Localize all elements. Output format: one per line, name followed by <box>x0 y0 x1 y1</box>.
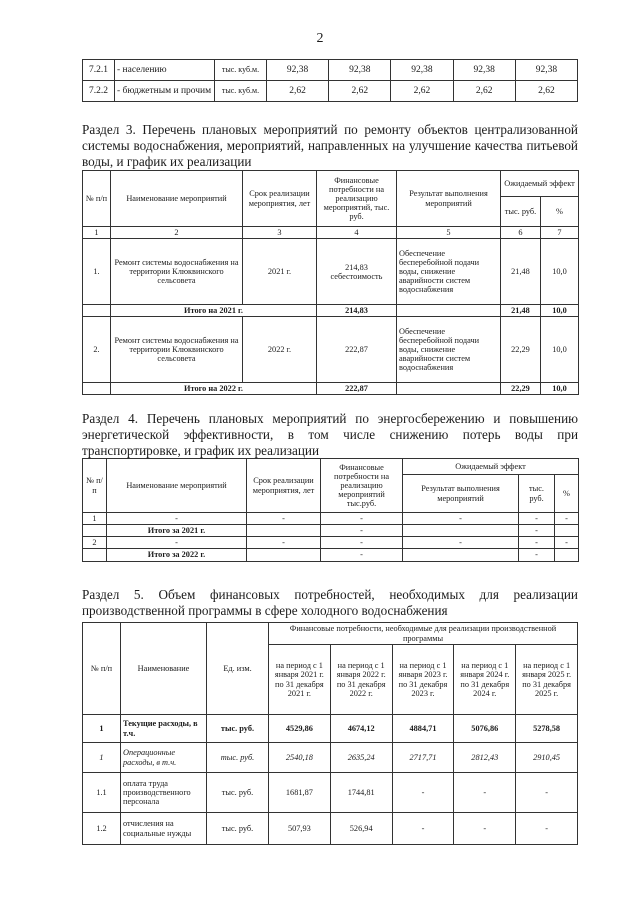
value-cell: 507,93 <box>269 813 331 845</box>
row-name: Ремонт системы водоснабжения на территории Клюквинского сельсовета <box>111 317 243 383</box>
row-cell: - <box>247 513 321 525</box>
col-number: 3 <box>243 227 317 239</box>
row-cell: - <box>519 537 555 549</box>
value-cell: 5278,58 <box>516 715 578 743</box>
value-cell: 92,38 <box>391 60 453 81</box>
row-num: 1.1 <box>83 773 121 813</box>
total-label: Итого за 2022 г. <box>107 549 247 561</box>
value-cell: 4674,12 <box>330 715 392 743</box>
row-cell: - <box>321 513 403 525</box>
col-header-name: Наименование мероприятий <box>107 459 247 513</box>
total-finance: - <box>321 525 403 537</box>
col-header-result: Результат выполнения мероприятий <box>397 171 501 227</box>
row-cell: - <box>107 537 247 549</box>
row-name: Операционные расходы, в т.ч. <box>121 743 207 773</box>
col-header-num: № п/п <box>83 623 121 715</box>
col-number: 1 <box>83 227 111 239</box>
table-row <box>83 513 579 525</box>
col-number: 7 <box>541 227 579 239</box>
row-cell: - <box>403 513 519 525</box>
row-pct: 10,0 <box>541 239 579 305</box>
row-num: 1 <box>83 715 121 743</box>
value-cell: 2,62 <box>267 81 329 102</box>
value-cell: 2717,71 <box>392 743 454 773</box>
table-row <box>83 317 579 383</box>
col-header-effect-rub: тыс. руб. <box>501 197 541 227</box>
value-cell: - <box>454 773 516 813</box>
row-name: - бюджетным и прочим <box>115 81 215 102</box>
row-term: 2022 г. <box>243 317 317 383</box>
table-row <box>83 60 578 81</box>
value-cell: 2635,24 <box>330 743 392 773</box>
value-cell: 92,38 <box>329 60 391 81</box>
row-code: 7.2.2 <box>83 81 115 102</box>
row-cell: - <box>555 513 579 525</box>
row-code: 7.2.1 <box>83 60 115 81</box>
total-pct: 10,0 <box>541 305 579 317</box>
col-header-group: Финансовые потребности, необходимые для реализации производственной программы <box>269 623 578 645</box>
total-row <box>83 525 579 537</box>
row-unit: тыс. куб.м. <box>215 81 267 102</box>
col-header-period: на период с 1 января 2023 г. по 31 декабря 2023 г. <box>392 645 454 715</box>
total-row <box>83 383 579 395</box>
table-row <box>83 773 578 813</box>
value-cell: 2,62 <box>329 81 391 102</box>
section-3-heading: Раздел 3. Перечень плановых мероприятий по ремонту объектов централизованной системы водоснабжения, мероприятий, направленных на улучшение качества питьевой воды, и график их реализации <box>82 122 578 169</box>
section-4-table <box>82 458 579 562</box>
section-4-heading: Раздел 4. Перечень плановых мероприятий по энергосбережению и повышению энергетической эффективности, в том числе снижению потерь воды при транспортировке, и график их реализации <box>82 411 578 458</box>
row-num: 1 <box>83 743 121 773</box>
row-name: Ремонт системы водоснабжения на территории Клюквинского сельсовета <box>111 239 243 305</box>
total-row <box>83 305 579 317</box>
table-row <box>83 813 578 845</box>
row-finance <box>317 239 397 305</box>
row-unit: тыс. куб.м. <box>215 60 267 81</box>
row-name: Текущие расходы, в т.ч. <box>121 715 207 743</box>
col-number: 2 <box>111 227 243 239</box>
value-cell: 2540,18 <box>269 743 331 773</box>
row-name: - населению <box>115 60 215 81</box>
col-header-finance: Финансовые потребности на реализацию мероприятий, тыс. руб. <box>317 171 397 227</box>
total-label: Итого на 2022 г. <box>111 383 317 395</box>
value-cell: - <box>392 773 454 813</box>
col-header-term: Срок реализации мероприятия, лет <box>243 171 317 227</box>
col-header-effect-pct: % <box>541 197 579 227</box>
row-finance: 222,87 <box>317 317 397 383</box>
col-header-period: на период с 1 января 2024 г. по 31 декабря 2024 г. <box>454 645 516 715</box>
value-cell: - <box>516 813 578 845</box>
value-cell: - <box>516 773 578 813</box>
table-row <box>83 239 579 305</box>
value-cell: 2812,43 <box>454 743 516 773</box>
col-header-unit: Ед. изм. <box>207 623 269 715</box>
value-cell: - <box>392 813 454 845</box>
value-cell: 2,62 <box>391 81 453 102</box>
col-number: 5 <box>397 227 501 239</box>
col-header-result: Результат выполнения мероприятий <box>403 475 519 513</box>
col-header-period: на период с 1 января 2022 г. по 31 декабря 2022 г. <box>330 645 392 715</box>
row-cell: - <box>247 537 321 549</box>
section-5-table <box>82 622 578 845</box>
section-5-heading: Раздел 5. Объем финансовых потребностей, необходимых для реализации производственной программы в сфере холодного водоснабжения <box>82 587 578 618</box>
consumption-table <box>82 59 578 102</box>
total-row <box>83 549 579 561</box>
col-header-rub: тыс. руб. <box>519 475 555 513</box>
col-header-pct: % <box>555 475 579 513</box>
row-pct: 10,0 <box>541 317 579 383</box>
col-header-num: № п/п <box>83 171 111 227</box>
row-result: Обеспечение бесперебойной подачи воды, снижение аварийности систем водоснабжения <box>397 239 501 305</box>
row-rub: 22,29 <box>501 317 541 383</box>
col-header-name: Наименование <box>121 623 207 715</box>
row-cell: - <box>321 537 403 549</box>
col-header-name: Наименование мероприятий <box>111 171 243 227</box>
row-name: оплата труда производственного персонала <box>121 773 207 813</box>
col-number: 6 <box>501 227 541 239</box>
value-cell: 2910,45 <box>516 743 578 773</box>
total-label: Итого на 2021 г. <box>111 305 317 317</box>
total-finance: 222,87 <box>317 383 397 395</box>
row-name: отчисления на социальные нужды <box>121 813 207 845</box>
value-cell: 4529,86 <box>269 715 331 743</box>
col-number: 4 <box>317 227 397 239</box>
total-label: Итого за 2021 г. <box>107 525 247 537</box>
page-number: 2 <box>316 31 324 46</box>
row-cell: - <box>107 513 247 525</box>
finance-note: себестоимость <box>330 271 383 281</box>
col-header-term: Срок реализации мероприятия, лет <box>247 459 321 513</box>
value-cell: 2,62 <box>515 81 577 102</box>
col-header-effect: Ожидаемый эффект <box>501 171 579 197</box>
row-unit: тыс. руб. <box>207 743 269 773</box>
row-term: 2021 г. <box>243 239 317 305</box>
total-rub: - <box>519 549 555 561</box>
value-cell: 92,38 <box>453 60 515 81</box>
row-rub: 21,48 <box>501 239 541 305</box>
total-pct: 10,0 <box>541 383 579 395</box>
total-rub: 22,29 <box>501 383 541 395</box>
value-cell: 2,62 <box>453 81 515 102</box>
row-num: 1. <box>83 239 111 305</box>
row-cell: - <box>555 537 579 549</box>
value-cell: - <box>454 813 516 845</box>
value-cell: 92,38 <box>515 60 577 81</box>
total-finance: - <box>321 549 403 561</box>
value-cell: 92,38 <box>267 60 329 81</box>
row-num: 2. <box>83 317 111 383</box>
table-row <box>83 743 578 773</box>
row-num: 1 <box>83 513 107 525</box>
total-finance: 214,83 <box>317 305 397 317</box>
table-row <box>83 81 578 102</box>
row-cell: - <box>403 537 519 549</box>
col-header-finance: Финансовые потребности на реализацию мероприятий тыс.руб. <box>321 459 403 513</box>
value-cell: 526,94 <box>330 813 392 845</box>
value-cell: 1681,87 <box>269 773 331 813</box>
value-cell: 4884,71 <box>392 715 454 743</box>
table-row <box>83 537 579 549</box>
col-header-period: на период с 1 января 2021 г. по 31 декабря 2021 г. <box>269 645 331 715</box>
total-rub: 21,48 <box>501 305 541 317</box>
row-num: 1.2 <box>83 813 121 845</box>
value-cell: 5076,86 <box>454 715 516 743</box>
col-header-num: № п/п <box>83 459 107 513</box>
finance-value: 214,83 <box>345 262 368 272</box>
row-unit: тыс. руб. <box>207 715 269 743</box>
row-result: Обеспечение бесперебойной подачи воды, снижение аварийности систем водоснабжения <box>397 317 501 383</box>
total-rub: - <box>519 525 555 537</box>
col-header-effect: Ожидаемый эффект <box>403 459 579 475</box>
row-num: 2 <box>83 537 107 549</box>
col-header-period: на период с 1 января 2025 г. по 31 декабря 2025 г. <box>516 645 578 715</box>
section-3-table <box>82 170 579 395</box>
value-cell: 1744,81 <box>330 773 392 813</box>
row-unit: тыс. руб. <box>207 773 269 813</box>
row-cell: - <box>519 513 555 525</box>
row-unit: тыс. руб. <box>207 813 269 845</box>
table-row <box>83 715 578 743</box>
